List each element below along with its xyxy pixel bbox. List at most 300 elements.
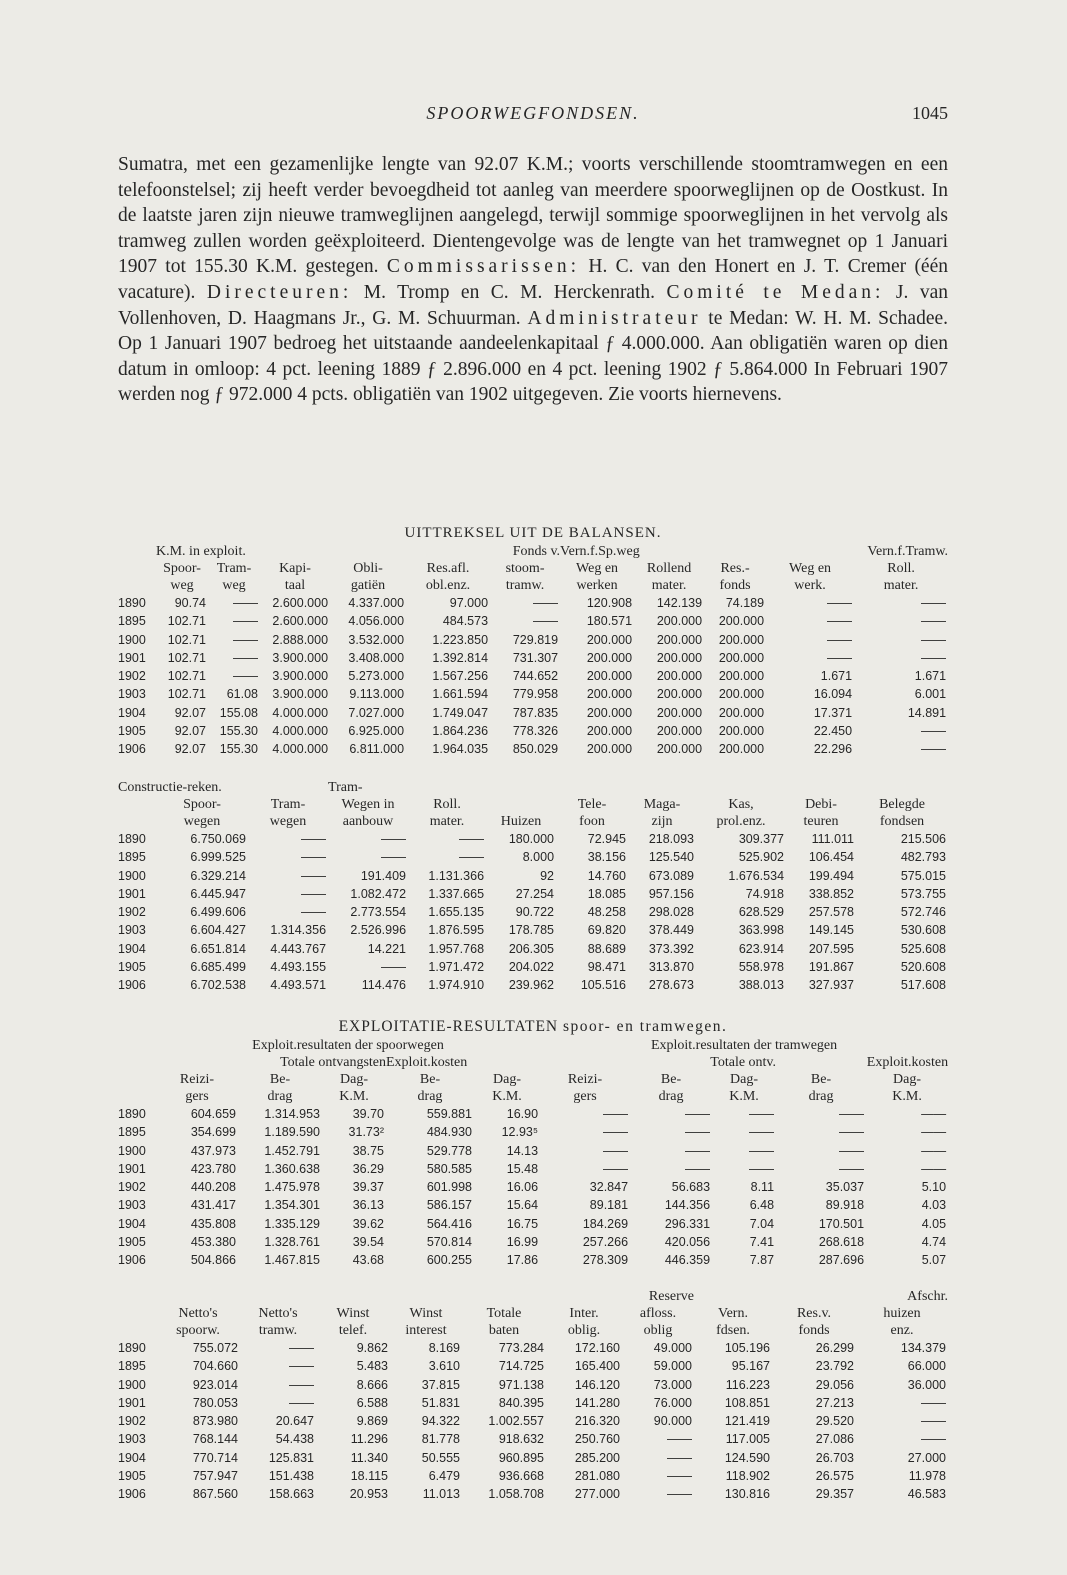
table-cell: 8.11 bbox=[750, 1180, 775, 1195]
table-cell: 558.978 bbox=[738, 960, 785, 975]
column-header: oblig bbox=[643, 1323, 673, 1338]
column-header: afloss. bbox=[639, 1306, 677, 1321]
year-cell: 1904 bbox=[118, 1450, 146, 1465]
table-cell: 200.000 bbox=[656, 614, 703, 629]
table-cell: 116.223 bbox=[725, 1377, 770, 1392]
table-cell: 172.160 bbox=[574, 1341, 620, 1355]
table-cell: 106.454 bbox=[808, 850, 855, 865]
column-header: foon bbox=[579, 814, 605, 829]
table-cell: 729.819 bbox=[512, 632, 559, 647]
column-header: drag bbox=[658, 1089, 684, 1104]
column-header: Kas, bbox=[728, 797, 754, 812]
column-group-header: K.M. in exploit. bbox=[156, 544, 246, 559]
table-cell: 7.04 bbox=[749, 1216, 775, 1231]
year-cell: 1895 bbox=[118, 1359, 146, 1374]
table-row bbox=[118, 903, 948, 921]
year-cell: 1903 bbox=[118, 1432, 146, 1447]
table-cell: 73.000 bbox=[653, 1377, 692, 1392]
table-cell: 277.000 bbox=[574, 1487, 620, 1502]
table-cell: 35.037 bbox=[825, 1180, 865, 1195]
table-cell: 517.608 bbox=[900, 978, 947, 993]
column-header: Dag- bbox=[893, 1072, 922, 1087]
table-cell: 770.714 bbox=[192, 1450, 238, 1465]
table-cell: 69.820 bbox=[587, 923, 627, 938]
table-row bbox=[118, 667, 948, 685]
body-paragraph bbox=[118, 152, 948, 408]
table-cell: 2.600.000 bbox=[272, 596, 329, 610]
table-cell: 9.113.000 bbox=[349, 687, 405, 702]
table-cell: 1.328.761 bbox=[264, 1235, 320, 1250]
table-cell: 130.816 bbox=[724, 1487, 770, 1502]
label-directeuren: Directeuren: bbox=[206, 281, 353, 303]
year-cell: 1901 bbox=[118, 1161, 146, 1176]
table-row bbox=[118, 704, 948, 722]
table-cell: 92.07 bbox=[174, 705, 206, 720]
table-cell: 313.870 bbox=[648, 960, 695, 975]
paragraph-text: M. Tromp en C. M. Herckenrath. bbox=[352, 281, 667, 303]
section-title-main: EXPLOITATIE-RESULTATEN bbox=[338, 1018, 559, 1035]
table-cell: 586.157 bbox=[426, 1198, 472, 1213]
table-cell: 165.400 bbox=[574, 1359, 620, 1374]
table-cell: 26.703 bbox=[815, 1450, 854, 1465]
table-cell: 1.223.850 bbox=[432, 632, 489, 647]
table-cell: —— bbox=[685, 1125, 711, 1140]
table-cell: 6.48 bbox=[749, 1198, 775, 1213]
table-cell: 257.578 bbox=[808, 905, 855, 920]
table-row bbox=[118, 1467, 948, 1485]
table-cell: —— bbox=[289, 1341, 314, 1355]
table-cell: 125.540 bbox=[648, 850, 695, 865]
column-header bbox=[486, 796, 556, 813]
table-cell: —— bbox=[827, 596, 853, 610]
table-cell: 4.03 bbox=[921, 1198, 947, 1213]
table-cell: 29.357 bbox=[815, 1487, 854, 1502]
table-cell: 673.089 bbox=[648, 868, 695, 883]
table-cell: 731.307 bbox=[512, 650, 559, 665]
table-cell: 787.835 bbox=[512, 705, 559, 720]
table-cell: 5.07 bbox=[921, 1253, 947, 1268]
table-cell: 1.131.366 bbox=[428, 868, 485, 883]
table-cell: 3.900.000 bbox=[272, 650, 329, 665]
table-cell: —— bbox=[827, 614, 853, 629]
table-cell: 180.571 bbox=[586, 614, 633, 629]
table-cell: 59.000 bbox=[653, 1359, 692, 1374]
table-cell: 155.30 bbox=[219, 724, 258, 739]
table-cell: 504.866 bbox=[190, 1253, 236, 1268]
table-cell: 1.354.301 bbox=[264, 1198, 320, 1213]
table-cell: 16.99 bbox=[506, 1235, 539, 1250]
table-cell: 564.416 bbox=[426, 1216, 472, 1231]
column-header: huizen bbox=[883, 1306, 921, 1321]
table-cell: —— bbox=[749, 1107, 775, 1121]
table-cell: 200.000 bbox=[586, 650, 633, 665]
table-cell: —— bbox=[921, 1414, 946, 1429]
year-cell: 1900 bbox=[118, 1377, 146, 1392]
page-number: 1045 bbox=[912, 103, 948, 123]
table-cell: 200.000 bbox=[586, 669, 633, 684]
table-cell: 1.964.035 bbox=[432, 742, 489, 757]
table-cell: 151.438 bbox=[268, 1469, 314, 1484]
table-row bbox=[118, 685, 948, 703]
year-cell: 1890 bbox=[118, 1107, 146, 1121]
column-header: taal bbox=[284, 578, 306, 593]
table-cell: 971.138 bbox=[498, 1377, 544, 1392]
table-cell: 32.847 bbox=[589, 1180, 629, 1195]
table-cell: 6.588 bbox=[356, 1395, 388, 1410]
table-cell: 14.13 bbox=[506, 1143, 539, 1158]
table-cell: 66.000 bbox=[907, 1359, 946, 1374]
table-cell: 54.438 bbox=[275, 1432, 314, 1447]
table-row bbox=[118, 848, 948, 866]
table-cell: 8.169 bbox=[428, 1341, 460, 1355]
year-cell: 1900 bbox=[118, 632, 146, 647]
table-cell: 200.000 bbox=[656, 687, 703, 702]
table-row bbox=[118, 631, 948, 649]
column-header: fonds bbox=[719, 578, 751, 593]
table-cell: 936.668 bbox=[498, 1469, 544, 1484]
running-title: SPOORWEGFONDSEN. bbox=[426, 103, 640, 123]
table-cell: 1.671 bbox=[914, 669, 947, 684]
table-cell: 1.749.047 bbox=[432, 705, 489, 720]
table-cell: 530.608 bbox=[900, 923, 947, 938]
table-cell: —— bbox=[749, 1125, 775, 1140]
table-row bbox=[118, 867, 948, 885]
column-header: mater. bbox=[651, 578, 687, 593]
table-cell: —— bbox=[301, 850, 327, 865]
table-cell: 435.808 bbox=[190, 1216, 236, 1231]
table-cell: 11.340 bbox=[350, 1450, 388, 1465]
column-header: fdsen. bbox=[716, 1323, 750, 1338]
table-cell: 327.937 bbox=[808, 978, 855, 993]
table-cell: 27.000 bbox=[907, 1450, 946, 1465]
section-title-exploitatie bbox=[118, 1018, 948, 1036]
column-header: gers bbox=[185, 1089, 209, 1104]
table-cell: 525.608 bbox=[900, 941, 947, 956]
column-header: prol.enz. bbox=[716, 814, 766, 829]
table-cell: 142.139 bbox=[656, 596, 703, 610]
table-cell: 120.908 bbox=[586, 596, 633, 610]
table-cell: —— bbox=[233, 632, 258, 647]
table-row bbox=[118, 921, 948, 939]
table-cell: 1.392.814 bbox=[432, 650, 489, 665]
table-cell: 601.998 bbox=[426, 1180, 472, 1195]
column-header: Be- bbox=[660, 1072, 682, 1087]
table-row bbox=[118, 1412, 948, 1430]
table-cell: 49.000 bbox=[653, 1341, 692, 1355]
table-cell: 4.000.000 bbox=[272, 705, 329, 720]
year-cell: 1902 bbox=[118, 669, 146, 684]
table-cell: 559.881 bbox=[426, 1107, 472, 1121]
paragraph-text: te Medan: W. H. M. Schadee. Op 1 Januari 1907 bedroeg het uitstaande aandeelenkapitaal ƒ 4.000.000. Aan obligatiën waren op dien datum in omloop: 4 pct. leening 1889 ƒ 2.896.000 en 4 pct. leening 1902 ƒ 5.864.000 In Februari 1907 werden nog ƒ 972.000 4 pcts. obligatiën van 1902 uitgegeven. Zie voorts hiernevens. bbox=[118, 307, 948, 406]
column-header: obl.enz. bbox=[425, 578, 471, 593]
column-header: baten bbox=[488, 1323, 520, 1338]
column-header: Reizi- bbox=[179, 1072, 215, 1087]
table-cell: 2.773.554 bbox=[350, 905, 407, 920]
table-cell: —— bbox=[839, 1107, 865, 1121]
exploitation-table bbox=[118, 1037, 948, 1270]
table-row bbox=[118, 1251, 948, 1269]
table-cell: 17.371 bbox=[813, 705, 853, 720]
table-cell: 90.722 bbox=[515, 905, 555, 920]
column-header: Winst bbox=[336, 1306, 370, 1321]
column-header: Vern. bbox=[718, 1306, 748, 1321]
section-title-sub: spoor- en tramwegen. bbox=[563, 1018, 728, 1035]
table-cell: 200.000 bbox=[586, 742, 633, 757]
table-cell: 5.273.000 bbox=[348, 669, 405, 684]
year-cell: 1903 bbox=[118, 1198, 146, 1213]
table-cell: —— bbox=[289, 1377, 314, 1392]
table-cell: 1.655.135 bbox=[428, 905, 485, 920]
table-row bbox=[118, 1449, 948, 1467]
table-row bbox=[118, 1123, 948, 1141]
column-header: Dag- bbox=[340, 1072, 368, 1087]
table-cell: 29.520 bbox=[815, 1414, 854, 1429]
label-commissarissen: Commissarissen: bbox=[386, 256, 581, 278]
table-row bbox=[118, 1485, 948, 1503]
column-header: K.M. bbox=[492, 1089, 522, 1104]
column-group-header: Exploit.kosten bbox=[866, 1055, 949, 1070]
table-cell: 155.30 bbox=[219, 742, 258, 757]
table-cell: —— bbox=[233, 614, 258, 629]
table-cell: 22.296 bbox=[813, 742, 853, 757]
column-header: Dag- bbox=[730, 1072, 759, 1087]
table-cell: 124.590 bbox=[724, 1450, 770, 1465]
table-row bbox=[118, 649, 948, 667]
table-cell: 216.320 bbox=[574, 1414, 620, 1429]
table-cell: 757.947 bbox=[192, 1469, 238, 1484]
column-header: telef. bbox=[338, 1323, 368, 1338]
table-cell: 200.000 bbox=[718, 669, 765, 684]
table-cell: 1.676.534 bbox=[728, 868, 785, 883]
column-header: teuren bbox=[803, 814, 839, 829]
table-cell: —— bbox=[233, 596, 258, 610]
table-cell: 14.891 bbox=[907, 705, 947, 720]
table-cell: 200.000 bbox=[718, 632, 765, 647]
table-cell: 56.683 bbox=[671, 1180, 711, 1195]
table-cell: 4.337.000 bbox=[348, 596, 405, 610]
table-cell: —— bbox=[667, 1450, 692, 1465]
table-cell: 923.014 bbox=[192, 1377, 238, 1392]
column-header: enz. bbox=[890, 1323, 914, 1338]
table-cell: 149.145 bbox=[808, 923, 855, 938]
table-cell: —— bbox=[827, 650, 853, 665]
table-cell: 573.755 bbox=[900, 886, 947, 901]
table-cell: 26.299 bbox=[815, 1341, 854, 1355]
table-cell: —— bbox=[233, 650, 258, 665]
table-header-row bbox=[118, 1054, 948, 1071]
table-cell: 14.760 bbox=[587, 868, 627, 883]
table-cell: 200.000 bbox=[656, 724, 703, 739]
year-cell: 1901 bbox=[118, 886, 146, 901]
table-row bbox=[118, 958, 948, 976]
table-cell: 780.053 bbox=[192, 1395, 238, 1410]
year-cell: 1890 bbox=[118, 1341, 146, 1355]
table-cell: 338.852 bbox=[808, 886, 855, 901]
year-cell: 1903 bbox=[118, 923, 146, 938]
column-group-header: Totale ontvangsten bbox=[280, 1055, 386, 1070]
column-header: Spoor- bbox=[183, 797, 221, 812]
table-cell: 200.000 bbox=[656, 669, 703, 684]
column-header: Res.v. bbox=[796, 1306, 832, 1321]
column-header: werk. bbox=[794, 578, 826, 593]
table-cell: 141.280 bbox=[574, 1395, 620, 1410]
column-group-header: Vern.f.Tramw. bbox=[867, 544, 949, 559]
column-header: Be- bbox=[810, 1072, 832, 1087]
table-cell: 39.37 bbox=[352, 1180, 384, 1195]
table-cell: 3.900.000 bbox=[272, 669, 329, 684]
table-cell: 16.06 bbox=[506, 1180, 539, 1195]
table-cell: 218.093 bbox=[648, 832, 695, 846]
table-cell: 27.086 bbox=[815, 1432, 854, 1447]
table-cell: 97.000 bbox=[449, 596, 489, 610]
table-cell: 74.918 bbox=[745, 886, 785, 901]
table-cell: 178.785 bbox=[508, 923, 555, 938]
column-header-row bbox=[118, 577, 948, 594]
paragraph-text: Sumatra, met een gezamenlijke lengte van 92.07 K.M.; voorts verschillende stoomtramwegen en een telefoonstelsel; zij heeft verder bevoegdheid tot aanleg van meerdere spoorweglijnen op de Oostkust. In de laatste jaren zijn nieuwe tramweglijnen aangelegd, terwijl sommige spoorweglijnen in het vervolg als tramweg zullen worden geëxploiteerd. Dientengevolge was de lengte van het tramwegnet op 1 Januari 1907 tot 155.30 K.M. gestegen. bbox=[118, 154, 948, 278]
column-header: fonds bbox=[798, 1323, 830, 1338]
table-cell: —— bbox=[921, 1143, 947, 1158]
table-cell: 285.200 bbox=[574, 1450, 620, 1465]
table-cell: 6.925.000 bbox=[348, 724, 405, 739]
table-cell: 92.07 bbox=[174, 742, 206, 757]
table-cell: 8.000 bbox=[522, 850, 555, 865]
table-cell: 704.660 bbox=[192, 1359, 238, 1374]
table-cell: 102.71 bbox=[167, 687, 206, 702]
column-header: Be- bbox=[269, 1072, 291, 1087]
column-group-header: Afschr. bbox=[907, 1289, 948, 1304]
table-cell: 76.000 bbox=[653, 1395, 692, 1410]
table-cell: 146.120 bbox=[574, 1377, 620, 1392]
column-header: mater. bbox=[883, 578, 919, 593]
table-cell: 199.494 bbox=[808, 868, 855, 883]
column-header: Weg en bbox=[789, 561, 832, 576]
table-cell: 191.867 bbox=[808, 960, 855, 975]
table-cell: 16.75 bbox=[506, 1216, 539, 1231]
table-cell: 1.876.595 bbox=[428, 923, 485, 938]
column-header: Reizi- bbox=[567, 1072, 603, 1087]
table-cell: 8.666 bbox=[356, 1377, 388, 1392]
table-cell: 200.000 bbox=[718, 705, 765, 720]
year-cell: 1905 bbox=[118, 1235, 146, 1250]
table-cell: 778.326 bbox=[512, 724, 559, 739]
table-cell: 61.08 bbox=[226, 687, 258, 702]
table-cell: 38.156 bbox=[587, 850, 627, 865]
table-cell: —— bbox=[749, 1161, 775, 1176]
table-cell: 520.608 bbox=[900, 960, 947, 975]
column-header: Wegen in bbox=[341, 797, 395, 812]
table-cell: 278.309 bbox=[582, 1253, 629, 1268]
table-cell: —— bbox=[685, 1161, 711, 1176]
table-cell: —— bbox=[301, 868, 327, 883]
table-cell: —— bbox=[921, 742, 947, 757]
table-cell: 36.13 bbox=[352, 1198, 384, 1213]
column-header: Obli- bbox=[353, 561, 383, 576]
table-cell: 18.115 bbox=[350, 1469, 388, 1484]
table-cell: 309.377 bbox=[738, 832, 785, 846]
table-cell: 98.471 bbox=[587, 960, 627, 975]
table-cell: 278.673 bbox=[648, 978, 695, 993]
table-header-row bbox=[118, 1037, 948, 1054]
table-cell: 7.027.000 bbox=[348, 705, 405, 720]
column-header-row bbox=[118, 1322, 948, 1339]
table-cell: 125.831 bbox=[268, 1450, 314, 1465]
table-cell: 6.651.814 bbox=[190, 941, 246, 956]
page-header bbox=[118, 103, 948, 129]
table-cell: 4.05 bbox=[921, 1216, 947, 1231]
table-cell: 714.725 bbox=[498, 1359, 544, 1374]
year-cell: 1902 bbox=[118, 905, 146, 920]
table-cell: 873.980 bbox=[192, 1414, 238, 1429]
year-cell: 1895 bbox=[118, 850, 146, 865]
label-comite: Comité te Medan: bbox=[666, 281, 885, 303]
column-header: tramw. bbox=[505, 578, 545, 593]
table-cell: 484.930 bbox=[426, 1125, 472, 1140]
column-header: drag bbox=[808, 1089, 834, 1104]
table-row bbox=[118, 1196, 948, 1214]
table-cell: 431.417 bbox=[190, 1198, 236, 1213]
table-cell: 46.583 bbox=[907, 1487, 946, 1502]
table-cell: 155.08 bbox=[219, 705, 258, 720]
table-cell: —— bbox=[533, 614, 559, 629]
table-row bbox=[118, 594, 948, 612]
table-cell: 918.632 bbox=[498, 1432, 544, 1447]
table-cell: 89.181 bbox=[589, 1198, 629, 1213]
table-cell: 88.689 bbox=[587, 941, 627, 956]
table-cell: 779.958 bbox=[512, 687, 559, 702]
table-cell: 3.610 bbox=[428, 1359, 460, 1374]
construction-table bbox=[118, 779, 948, 995]
column-header: Tram- bbox=[270, 797, 306, 812]
table-cell: —— bbox=[459, 832, 485, 846]
column-header: wegen bbox=[183, 814, 221, 829]
column-header: Res.- bbox=[720, 561, 750, 576]
table-cell: 27.254 bbox=[515, 886, 555, 901]
table-cell: 200.000 bbox=[586, 724, 633, 739]
column-header: mater. bbox=[429, 814, 465, 829]
table-cell: 570.814 bbox=[426, 1235, 472, 1250]
table-row bbox=[118, 976, 948, 994]
table-cell: 17.86 bbox=[506, 1253, 539, 1268]
table-cell: 105.516 bbox=[580, 978, 627, 993]
table-cell: 363.998 bbox=[738, 923, 785, 938]
table-cell: —— bbox=[921, 614, 947, 629]
table-cell: —— bbox=[381, 832, 407, 846]
table-cell: 2.600.000 bbox=[272, 614, 329, 629]
year-cell: 1902 bbox=[118, 1180, 146, 1195]
table-row bbox=[118, 1160, 948, 1178]
column-header: Huizen bbox=[500, 814, 542, 829]
column-header: werken bbox=[576, 578, 618, 593]
column-header: Netto's bbox=[178, 1306, 218, 1321]
table-cell: 1.314.953 bbox=[264, 1107, 320, 1121]
table-cell: 89.918 bbox=[825, 1198, 865, 1213]
table-cell: 482.793 bbox=[900, 850, 947, 865]
table-cell: 623.914 bbox=[738, 941, 785, 956]
year-cell: 1904 bbox=[118, 941, 146, 956]
table-cell: 296.331 bbox=[664, 1216, 711, 1231]
column-header: Tram- bbox=[216, 561, 252, 576]
table-cell: 298.028 bbox=[648, 905, 695, 920]
table-cell: 206.305 bbox=[508, 941, 555, 956]
table-cell: —— bbox=[921, 1161, 947, 1176]
table-cell: 446.359 bbox=[664, 1253, 711, 1268]
table-cell: —— bbox=[921, 1125, 947, 1140]
table-cell: 16.094 bbox=[813, 687, 853, 702]
column-header: Belegde bbox=[879, 797, 925, 812]
table-cell: 1.475.978 bbox=[264, 1180, 320, 1195]
table-cell: 92.07 bbox=[174, 724, 206, 739]
table-row bbox=[118, 1430, 948, 1448]
